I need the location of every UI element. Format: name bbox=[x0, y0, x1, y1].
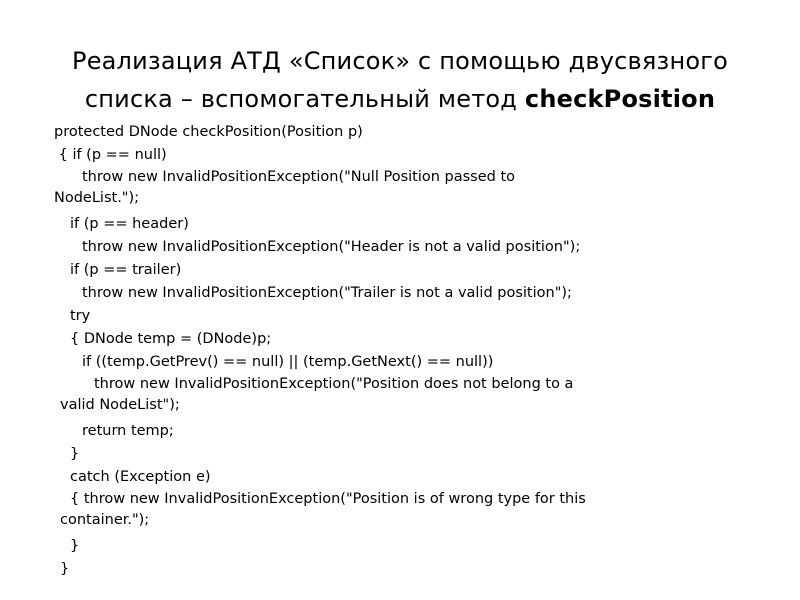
code-block bbox=[54, 121, 754, 581]
code-line: } bbox=[60, 561, 70, 577]
slide-title bbox=[30, 42, 770, 118]
code-line: throw new InvalidPositionException("Trailer is not a valid position"); bbox=[82, 285, 572, 301]
code-line-wrapped bbox=[54, 489, 754, 535]
code-line: { if (p == null) bbox=[54, 147, 167, 163]
title-line-2-method: checkPosition bbox=[524, 85, 716, 113]
code-line: } bbox=[70, 538, 80, 554]
code-line-wrapped bbox=[54, 374, 754, 420]
code-line: { DNode temp = (DNode)p; bbox=[70, 331, 272, 347]
title-line-2-prefix: списка – вспомогательный метод bbox=[84, 85, 525, 113]
code-line-wrapped bbox=[54, 167, 754, 213]
code-line: if (p == trailer) bbox=[70, 262, 182, 278]
code-line: } bbox=[70, 446, 80, 462]
code-line: catch (Exception e) bbox=[70, 469, 211, 485]
code-line-part: container."); bbox=[60, 512, 150, 528]
code-line-part: throw new InvalidPositionException("Null Position passed to bbox=[82, 169, 516, 185]
code-line-part: NodeList."); bbox=[54, 190, 140, 206]
code-line: throw new InvalidPositionException("Header is not a valid position"); bbox=[82, 239, 581, 255]
code-line-part: { throw new InvalidPositionException("Position is of wrong type for this bbox=[70, 491, 586, 507]
code-line-part: throw new InvalidPositionException("Position does not belong to a bbox=[94, 376, 574, 392]
code-line: return temp; bbox=[82, 423, 174, 439]
code-line: try bbox=[70, 308, 91, 324]
title-line-1: Реализация АТД «Список» с помощью двусвязного bbox=[72, 47, 728, 75]
code-line: protected DNode checkPosition(Position p) bbox=[54, 124, 363, 140]
code-line: if ((temp.GetPrev() == null) || (temp.GetNext() == null)) bbox=[82, 354, 494, 370]
code-line: if (p == header) bbox=[70, 216, 189, 232]
code-line-part: valid NodeList"); bbox=[60, 397, 180, 413]
